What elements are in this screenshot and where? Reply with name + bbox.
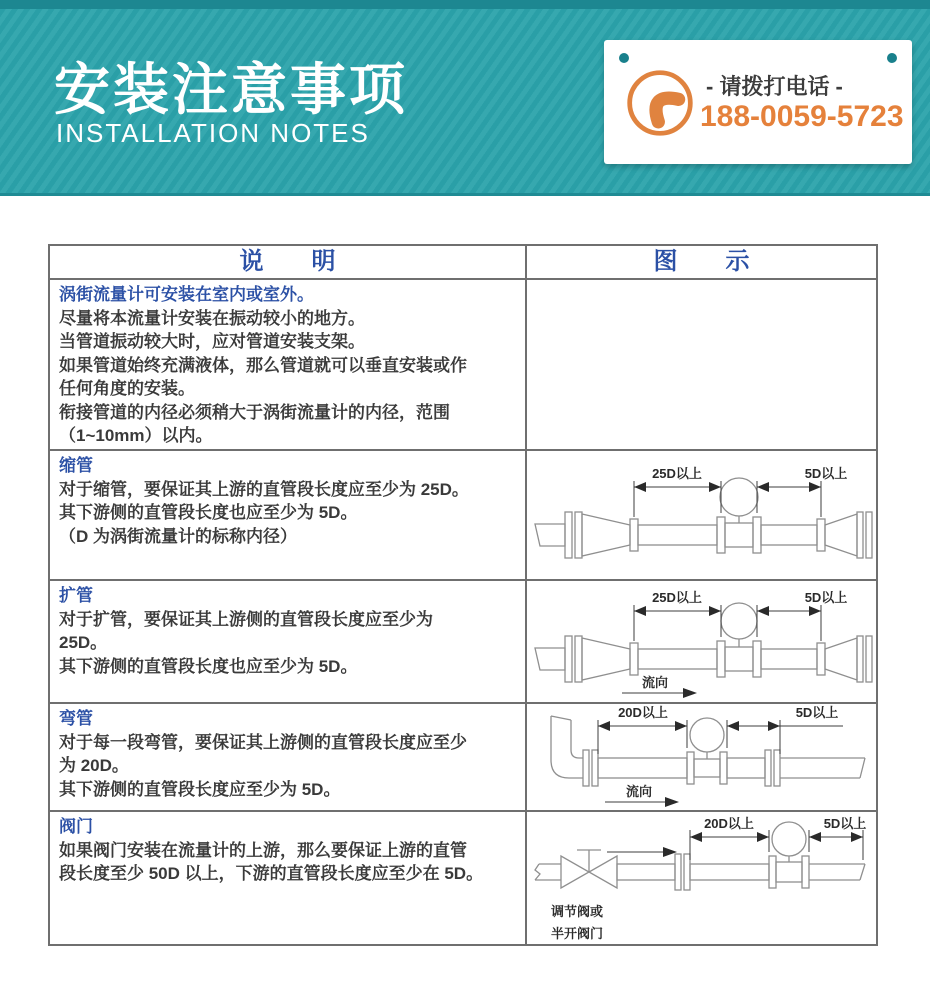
dim-label-upstream: 20D以上 bbox=[618, 705, 668, 720]
phone-call-label: - 请拨打电话 - bbox=[706, 74, 843, 99]
row-text-lines bbox=[59, 608, 517, 679]
dim-label-downstream: 5D以上 bbox=[804, 590, 848, 605]
row-title: 阀门 bbox=[59, 817, 93, 836]
figure-cell bbox=[527, 451, 876, 579]
figure-cell bbox=[527, 704, 876, 810]
text-line: （1~10mm）以内。 bbox=[59, 426, 213, 445]
banner-top-strip bbox=[0, 0, 930, 9]
description-cell bbox=[50, 280, 527, 449]
page-subtitle: INSTALLATION NOTES bbox=[56, 118, 370, 148]
pin-dot-right bbox=[887, 53, 897, 63]
table-row-reducer bbox=[50, 451, 876, 581]
text-line: 段长度至少 50D 以上，下游的直管段长度应至少在 5D。 bbox=[59, 864, 484, 883]
figure-cell-empty bbox=[527, 280, 876, 449]
flow-direction-label: 流向 bbox=[641, 675, 669, 690]
table-row-general bbox=[50, 280, 876, 451]
row-text-lines bbox=[59, 731, 517, 802]
text-line: 其下游侧的直管段长度也应至少为 5D。 bbox=[59, 656, 358, 676]
description-cell bbox=[50, 451, 527, 579]
dim-label-upstream: 20D以上 bbox=[704, 816, 754, 831]
phone-card[interactable] bbox=[604, 40, 912, 164]
table-header-row bbox=[50, 246, 876, 280]
pin-dot-left bbox=[619, 53, 629, 63]
header-banner bbox=[0, 0, 930, 196]
text-line: 如果阀门安装在流量计的上游，那么要保证上游的直管 bbox=[59, 840, 467, 860]
banner-bottom-strip bbox=[0, 193, 930, 196]
row-text-lines bbox=[59, 478, 517, 549]
diagram-valve-pipe bbox=[527, 812, 874, 944]
dim-label-downstream: 5D以上 bbox=[823, 816, 867, 831]
figure-cell bbox=[527, 812, 876, 944]
text-line: 其下游侧的直管段长度也应至少为 5D。 bbox=[59, 503, 358, 522]
dim-label-downstream: 5D以上 bbox=[795, 705, 839, 720]
text-line: 对于扩管，要保证其上游侧的直管段长度应至少为 bbox=[59, 609, 433, 629]
dim-label-upstream: 25D以上 bbox=[652, 590, 702, 605]
text-line: 当管道振动较大时，应对管道安装支架。 bbox=[59, 332, 365, 351]
text-line: 25D。 bbox=[59, 633, 108, 652]
table-row-bend bbox=[50, 704, 876, 812]
row-text-lines bbox=[59, 839, 517, 886]
text-line: 其下游侧的直管段长度应至少为 5D。 bbox=[59, 779, 341, 799]
row-title: 缩管 bbox=[59, 456, 93, 475]
text-line: 对于缩管，要保证其上游的直管段长度应至少为 25D。 bbox=[59, 479, 469, 499]
table-row-expander bbox=[50, 581, 876, 704]
phone-number[interactable]: 188-0059-5723 bbox=[700, 100, 904, 133]
page-title: 安装注意事项 bbox=[54, 58, 408, 121]
text-line: 衔接管道的内径必须稍大于涡街流量计的内径，范围 bbox=[59, 402, 450, 422]
row-highlight-line: 涡街流量计可安装在室内或室外。 bbox=[59, 285, 314, 304]
column-header-illustration: 图 示 bbox=[653, 248, 750, 275]
dim-label-downstream: 5D以上 bbox=[804, 466, 848, 481]
column-header-description: 说 明 bbox=[50, 246, 527, 278]
diagram-reducer-pipe bbox=[527, 451, 874, 579]
phone-icon bbox=[624, 67, 696, 139]
valve-note-line1: 调节阀或 bbox=[551, 904, 604, 919]
text-line: 尽量将本流量计安装在振动较小的地方。 bbox=[59, 308, 365, 328]
description-cell bbox=[50, 704, 527, 810]
description-cell bbox=[50, 812, 527, 944]
diagram-bend-pipe bbox=[527, 704, 874, 810]
row-title: 扩管 bbox=[59, 586, 93, 605]
text-line: 任何角度的安装。 bbox=[59, 379, 195, 398]
table-row-valve bbox=[50, 812, 876, 944]
row-title: 弯管 bbox=[59, 709, 93, 728]
dim-label-upstream: 25D以上 bbox=[652, 466, 702, 481]
figure-cell bbox=[527, 581, 876, 702]
description-cell bbox=[50, 581, 527, 702]
diagram-expander-pipe bbox=[527, 581, 874, 702]
text-line: 为 20D。 bbox=[59, 756, 129, 775]
text-line: （D 为涡街流量计的标称内径） bbox=[59, 526, 297, 546]
flow-direction-label: 流向 bbox=[625, 784, 653, 799]
valve-note-line2: 半开阀门 bbox=[551, 926, 604, 941]
notes-table bbox=[48, 244, 878, 946]
row-text-lines bbox=[59, 307, 517, 448]
text-line: 对于每一段弯管，要保证其上游侧的直管段长度应至少 bbox=[59, 732, 467, 752]
text-line: 如果管道始终充满液体，那么管道就可以垂直安装或作 bbox=[59, 355, 467, 375]
